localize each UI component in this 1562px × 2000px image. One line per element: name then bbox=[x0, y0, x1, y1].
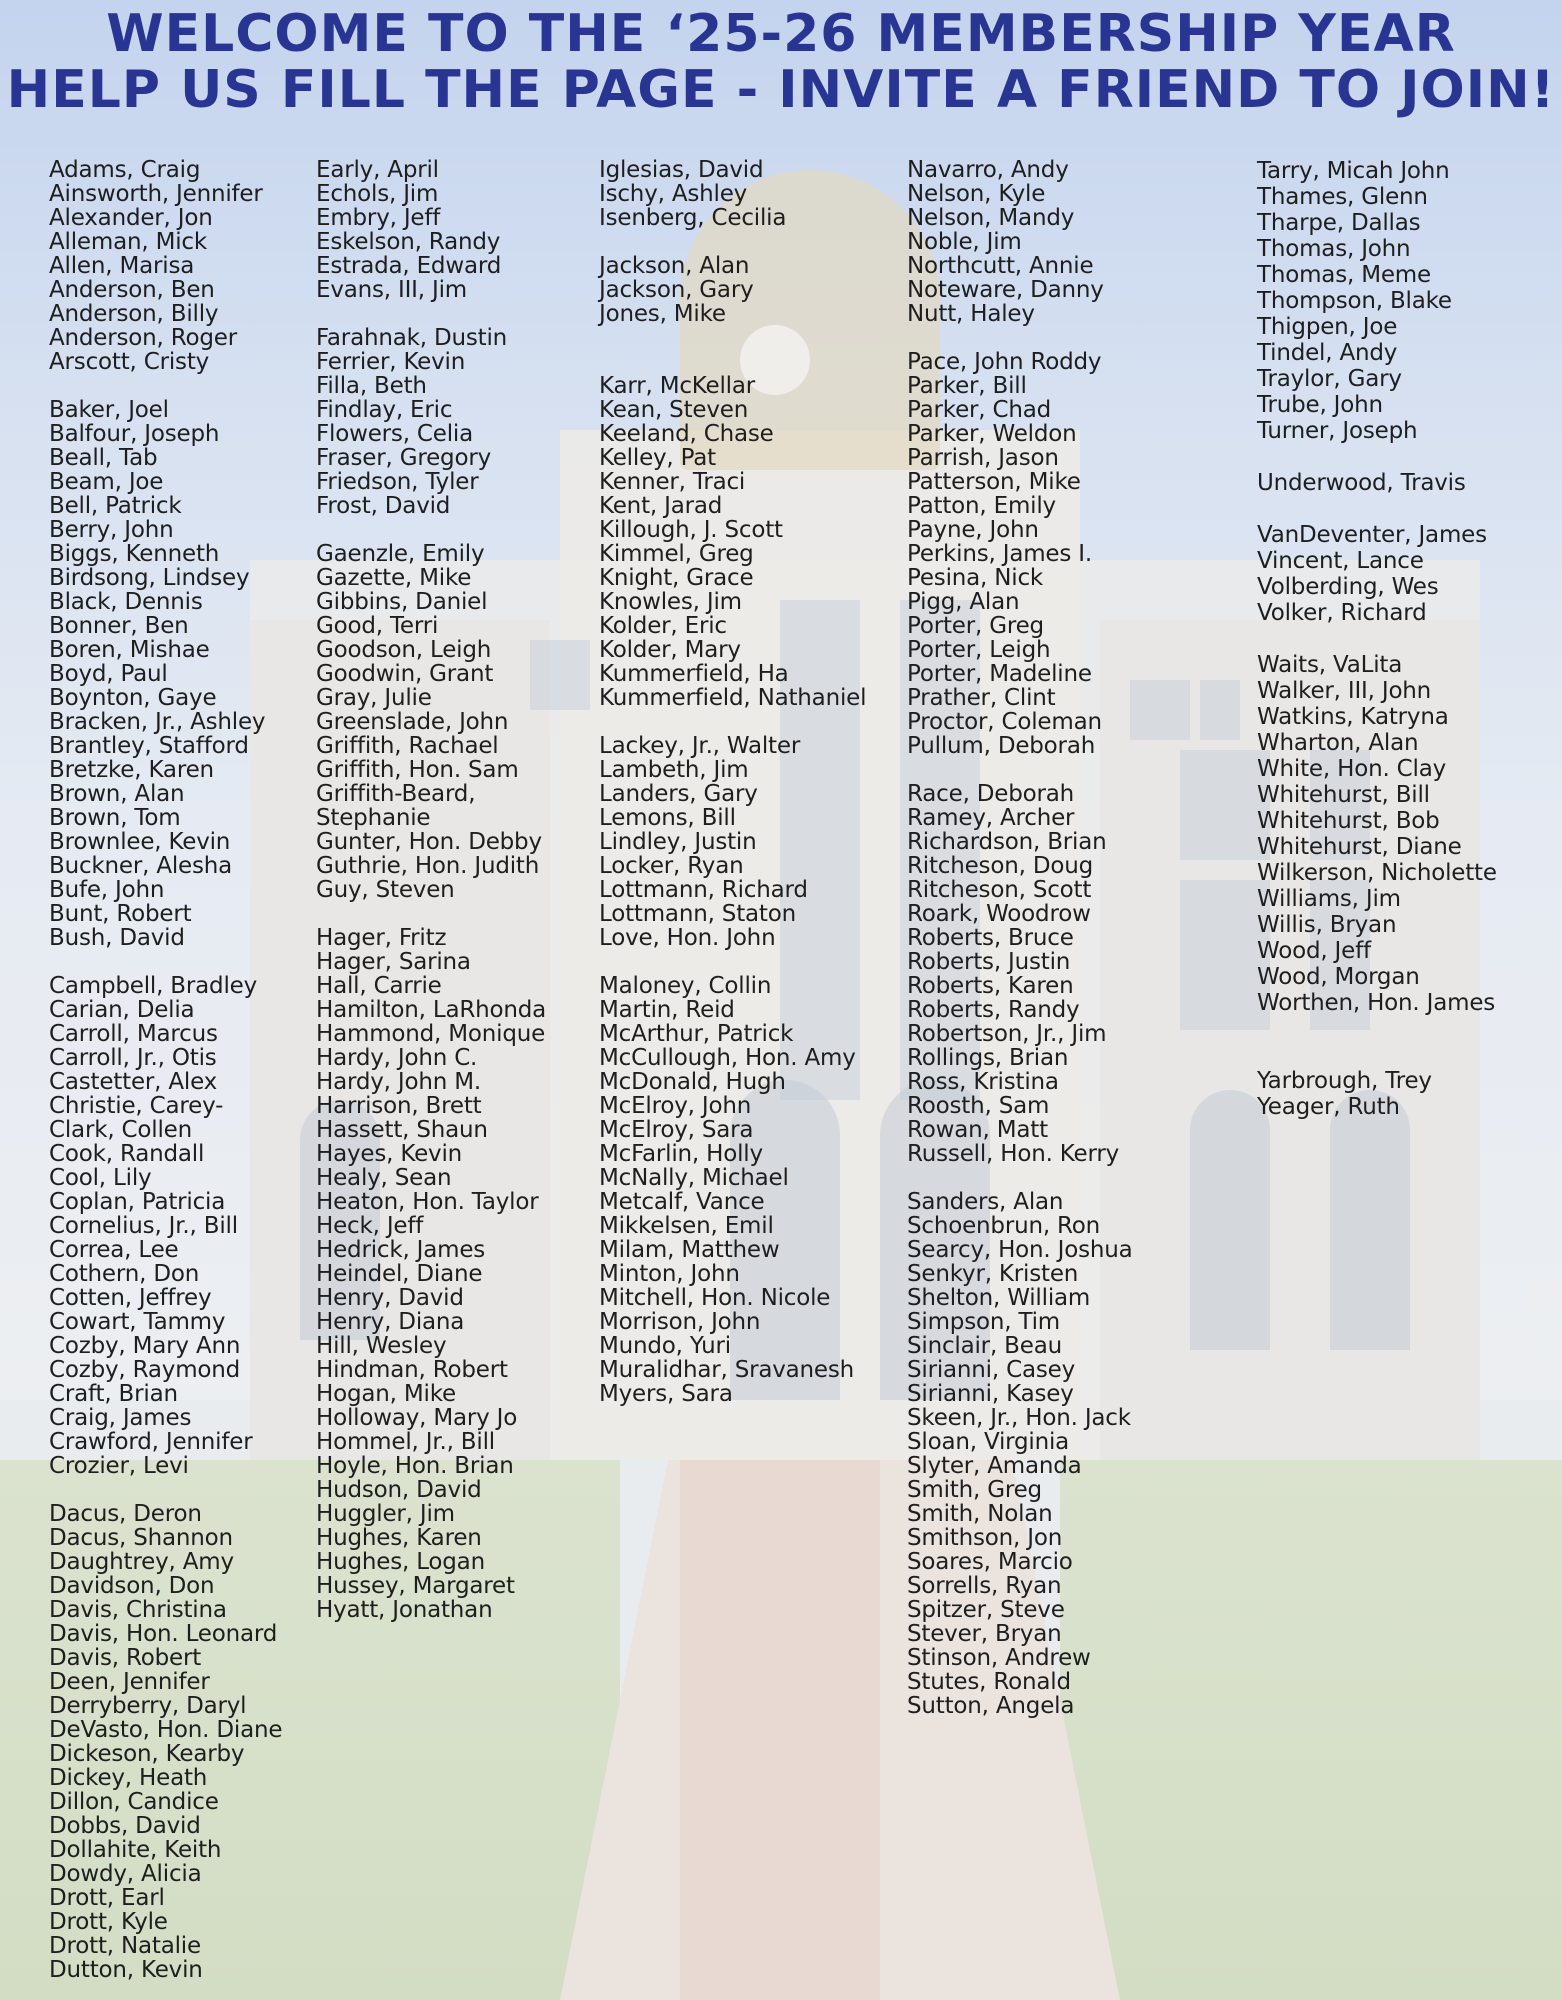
member-name: Iglesias, David bbox=[599, 157, 764, 183]
member-name: Brown, Tom bbox=[49, 805, 181, 831]
member-name: Parker, Weldon bbox=[907, 421, 1077, 447]
member-name: Richardson, Brian bbox=[907, 829, 1107, 855]
member-name: Minton, John bbox=[599, 1261, 740, 1287]
member-name: Heindel, Diane bbox=[316, 1261, 483, 1287]
member-name: Willis, Bryan bbox=[1257, 912, 1397, 938]
member-name: Hussey, Margaret bbox=[316, 1573, 515, 1599]
member-name: Bunt, Robert bbox=[49, 901, 192, 927]
member-name: Hager, Sarina bbox=[316, 949, 471, 975]
letter-group-gap bbox=[907, 326, 1133, 350]
member-name: Keeland, Chase bbox=[599, 421, 774, 447]
member-name: Roberts, Justin bbox=[907, 949, 1071, 975]
member-name: Brownlee, Kevin bbox=[49, 829, 231, 855]
member-name: Schoenbrun, Ron bbox=[907, 1213, 1101, 1239]
member-name: Holloway, Mary Jo bbox=[316, 1405, 518, 1431]
member-name: Mikkelsen, Emil bbox=[599, 1213, 774, 1239]
member-name: Crozier, Levi bbox=[49, 1453, 189, 1479]
member-name: Guthrie, Hon. Judith bbox=[316, 853, 540, 879]
member-name: Campbell, Bradley bbox=[49, 973, 257, 999]
member-name: Ritcheson, Scott bbox=[907, 877, 1092, 903]
member-name: Dobbs, David bbox=[49, 1813, 201, 1839]
member-name: Volker, Richard bbox=[1257, 600, 1427, 626]
member-name: Lambeth, Jim bbox=[599, 757, 749, 783]
member-name: Watkins, Katryna bbox=[1257, 704, 1449, 730]
member-name: Thompson, Blake bbox=[1257, 288, 1452, 314]
member-name: Dickey, Heath bbox=[49, 1765, 208, 1791]
member-name: Good, Terri bbox=[316, 613, 439, 639]
member-name: Hassett, Shaun bbox=[316, 1117, 488, 1143]
member-name: Hayes, Kevin bbox=[316, 1141, 463, 1167]
member-name: Roberts, Randy bbox=[907, 997, 1080, 1023]
member-name: Jackson, Gary bbox=[599, 277, 754, 303]
member-name: Healy, Sean bbox=[316, 1165, 452, 1191]
member-name: Hughes, Logan bbox=[316, 1549, 485, 1575]
member-name: Mundo, Yuri bbox=[599, 1333, 731, 1359]
member-name: Cool, Lily bbox=[49, 1165, 152, 1191]
member-name: Griffith-Beard, bbox=[316, 781, 476, 807]
member-name: Tharpe, Dallas bbox=[1257, 210, 1421, 236]
member-name: Smith, Greg bbox=[907, 1477, 1042, 1503]
member-name: Underwood, Travis bbox=[1257, 470, 1466, 496]
member-name: Noteware, Danny bbox=[907, 277, 1104, 303]
member-name: Goodwin, Grant bbox=[316, 661, 494, 687]
member-name: Kummerfield, Ha bbox=[599, 661, 789, 687]
member-name: Castetter, Alex bbox=[49, 1069, 218, 1095]
member-name: Correa, Lee bbox=[49, 1237, 179, 1263]
member-name: Ritcheson, Doug bbox=[907, 853, 1093, 879]
letter-group-gap bbox=[49, 950, 282, 974]
member-column-4 bbox=[907, 158, 1133, 1718]
member-name: Friedson, Tyler bbox=[316, 469, 479, 495]
letter-group-gap bbox=[1257, 1016, 1497, 1042]
member-name: Goodson, Leigh bbox=[316, 637, 492, 663]
member-name: Hardy, John M. bbox=[316, 1069, 481, 1095]
member-name: Kummerfield, Nathaniel bbox=[599, 685, 867, 711]
member-name: Roberts, Karen bbox=[907, 973, 1074, 999]
member-name: Hommel, Jr., Bill bbox=[316, 1429, 495, 1455]
member-name: Deen, Jennifer bbox=[49, 1669, 210, 1695]
member-name: McElroy, John bbox=[599, 1093, 752, 1119]
member-name: Cowart, Tammy bbox=[49, 1309, 226, 1335]
member-name: Ramey, Archer bbox=[907, 805, 1075, 831]
member-name: Bonner, Ben bbox=[49, 613, 189, 639]
member-name: Coplan, Patricia bbox=[49, 1189, 226, 1215]
member-name: Karr, McKellar bbox=[599, 373, 756, 399]
member-name: Pesina, Nick bbox=[907, 565, 1044, 591]
member-name: Findlay, Eric bbox=[316, 397, 453, 423]
member-name: Roberts, Bruce bbox=[907, 925, 1074, 951]
member-name: Mitchell, Hon. Nicole bbox=[599, 1285, 831, 1311]
member-name: Isenberg, Cecilia bbox=[599, 205, 787, 231]
member-name: Whitehurst, Bill bbox=[1257, 782, 1430, 808]
member-name: Lindley, Justin bbox=[599, 829, 757, 855]
letter-group-gap bbox=[1257, 626, 1497, 652]
member-name: Hogan, Mike bbox=[316, 1381, 456, 1407]
member-name: Beall, Tab bbox=[49, 445, 158, 471]
member-name: Rollings, Brian bbox=[907, 1045, 1069, 1071]
member-name: Kent, Jarad bbox=[599, 493, 723, 519]
member-name: Stutes, Ronald bbox=[907, 1669, 1071, 1695]
member-name: Payne, John bbox=[907, 517, 1039, 543]
letter-group-gap bbox=[316, 902, 546, 926]
member-name: Thames, Glenn bbox=[1257, 184, 1428, 210]
member-name: Yarbrough, Trey bbox=[1257, 1068, 1432, 1094]
member-name: Clark, Collen bbox=[49, 1117, 192, 1143]
member-name: Wilkerson, Nicholette bbox=[1257, 860, 1497, 886]
member-name: Derryberry, Daryl bbox=[49, 1693, 247, 1719]
member-name: Arscott, Cristy bbox=[49, 349, 210, 375]
letter-group-gap bbox=[599, 230, 866, 254]
member-name: Boren, Mishae bbox=[49, 637, 210, 663]
member-name: Stinson, Andrew bbox=[907, 1645, 1091, 1671]
member-name: Crawford, Jennifer bbox=[49, 1429, 253, 1455]
member-name: Knight, Grace bbox=[599, 565, 754, 591]
member-name: Nelson, Mandy bbox=[907, 205, 1075, 231]
member-name: Embry, Jeff bbox=[316, 205, 441, 231]
member-name: Daughtrey, Amy bbox=[49, 1549, 234, 1575]
member-name: Smith, Nolan bbox=[907, 1501, 1053, 1527]
member-name: Cozby, Raymond bbox=[49, 1357, 241, 1383]
letter-group-gap bbox=[49, 374, 282, 398]
letter-group-gap bbox=[1257, 1042, 1497, 1068]
member-name: Ross, Kristina bbox=[907, 1069, 1059, 1095]
member-name: VanDeventer, James bbox=[1257, 522, 1487, 548]
member-name: Echols, Jim bbox=[316, 181, 439, 207]
member-name: Sloan, Virginia bbox=[907, 1429, 1070, 1455]
member-name: Proctor, Coleman bbox=[907, 709, 1102, 735]
member-name: Gibbins, Daniel bbox=[316, 589, 488, 615]
member-name: Alleman, Mick bbox=[49, 229, 207, 255]
member-name: Brantley, Stafford bbox=[49, 733, 249, 759]
member-name: Senkyr, Kristen bbox=[907, 1261, 1079, 1287]
member-name: Race, Deborah bbox=[907, 781, 1075, 807]
member-name: Kean, Steven bbox=[599, 397, 749, 423]
member-name: Patton, Emily bbox=[907, 493, 1056, 519]
member-name: Gazette, Mike bbox=[316, 565, 472, 591]
member-name: Berry, John bbox=[49, 517, 174, 543]
member-name: Sutton, Angela bbox=[907, 1693, 1075, 1719]
member-name: Rowan, Matt bbox=[907, 1117, 1048, 1143]
member-name: Gunter, Hon. Debby bbox=[316, 829, 542, 855]
member-name: Birdsong, Lindsey bbox=[49, 565, 250, 591]
member-name: Fraser, Gregory bbox=[316, 445, 491, 471]
letter-group-gap bbox=[907, 758, 1133, 782]
member-name: Guy, Steven bbox=[316, 877, 455, 903]
member-name: Whitehurst, Bob bbox=[1257, 808, 1440, 834]
member-name: Brown, Alan bbox=[49, 781, 185, 807]
member-name: Alexander, Jon bbox=[49, 205, 213, 231]
member-name: Pigg, Alan bbox=[907, 589, 1020, 615]
member-name: Thigpen, Joe bbox=[1257, 314, 1398, 340]
member-name: Locker, Ryan bbox=[599, 853, 744, 879]
member-name: Davidson, Don bbox=[49, 1573, 215, 1599]
member-name: Russell, Hon. Kerry bbox=[907, 1141, 1120, 1167]
member-name: Adams, Craig bbox=[49, 157, 201, 183]
member-name: Knowles, Jim bbox=[599, 589, 742, 615]
member-name: Black, Dennis bbox=[49, 589, 203, 615]
member-name: Pullum, Deborah bbox=[907, 733, 1096, 759]
member-name: Anderson, Ben bbox=[49, 277, 215, 303]
member-name: Henry, David bbox=[316, 1285, 464, 1311]
member-name: Estrada, Edward bbox=[316, 253, 502, 279]
member-name: Metcalf, Vance bbox=[599, 1189, 765, 1215]
member-name: Sinclair, Beau bbox=[907, 1333, 1062, 1359]
member-name: Drott, Earl bbox=[49, 1885, 165, 1911]
member-name: Hedrick, James bbox=[316, 1237, 486, 1263]
letter-group-gap bbox=[316, 518, 546, 542]
member-name: Hammond, Monique bbox=[316, 1021, 546, 1047]
member-name: DeVasto, Hon. Diane bbox=[49, 1717, 283, 1743]
member-name: Lottmann, Richard bbox=[599, 877, 808, 903]
member-name: Hindman, Robert bbox=[316, 1357, 508, 1383]
member-name: Walker, III, John bbox=[1257, 678, 1432, 704]
member-name: Slyter, Amanda bbox=[907, 1453, 1082, 1479]
member-name: Roosth, Sam bbox=[907, 1093, 1050, 1119]
member-name: Anderson, Billy bbox=[49, 301, 219, 327]
member-name: Dollahite, Keith bbox=[49, 1837, 222, 1863]
member-name: Robertson, Jr., Jim bbox=[907, 1021, 1107, 1047]
member-name: Navarro, Andy bbox=[907, 157, 1069, 183]
member-name: Heaton, Hon. Taylor bbox=[316, 1189, 539, 1215]
member-name: Ainsworth, Jennifer bbox=[49, 181, 263, 207]
member-name: Frost, David bbox=[316, 493, 451, 519]
member-name: McCullough, Hon. Amy bbox=[599, 1045, 856, 1071]
member-name: Morrison, John bbox=[599, 1309, 761, 1335]
letter-group-gap bbox=[1257, 496, 1497, 522]
member-name: Bracken, Jr., Ashley bbox=[49, 709, 266, 735]
member-name: Nutt, Haley bbox=[907, 301, 1035, 327]
member-name: Baker, Joel bbox=[49, 397, 169, 423]
member-name: Kimmel, Greg bbox=[599, 541, 754, 567]
member-name: Davis, Hon. Leonard bbox=[49, 1621, 278, 1647]
member-name: Gaenzle, Emily bbox=[316, 541, 485, 567]
member-column-5 bbox=[1257, 158, 1497, 1120]
member-name: Perkins, James I. bbox=[907, 541, 1092, 567]
member-name: Kenner, Traci bbox=[599, 469, 746, 495]
member-name: Vincent, Lance bbox=[1257, 548, 1424, 574]
member-name: Whitehurst, Diane bbox=[1257, 834, 1462, 860]
member-name: Hall, Carrie bbox=[316, 973, 442, 999]
member-name: Early, April bbox=[316, 157, 439, 183]
member-name: Sorrells, Ryan bbox=[907, 1573, 1062, 1599]
member-name: Hill, Wesley bbox=[316, 1333, 447, 1359]
member-name: Thomas, John bbox=[1257, 236, 1411, 262]
member-name: Dickeson, Kearby bbox=[49, 1741, 245, 1767]
member-name: Carroll, Marcus bbox=[49, 1021, 218, 1047]
member-name: Jones, Mike bbox=[599, 301, 726, 327]
member-name: Huggler, Jim bbox=[316, 1501, 455, 1527]
member-name: Kelley, Pat bbox=[599, 445, 717, 471]
member-name: Cornelius, Jr., Bill bbox=[49, 1213, 238, 1239]
member-name: Stever, Bryan bbox=[907, 1621, 1062, 1647]
member-name: Hudson, David bbox=[316, 1477, 482, 1503]
member-name: Traylor, Gary bbox=[1257, 366, 1402, 392]
letter-group-gap bbox=[599, 710, 866, 734]
member-name: Kolder, Mary bbox=[599, 637, 741, 663]
member-name: Hardy, John C. bbox=[316, 1045, 478, 1071]
member-name: Soares, Marcio bbox=[907, 1549, 1073, 1575]
member-name: Craft, Brian bbox=[49, 1381, 178, 1407]
member-name: Cotten, Jeffrey bbox=[49, 1285, 212, 1311]
member-name: Hoyle, Hon. Brian bbox=[316, 1453, 514, 1479]
member-name: McFarlin, Holly bbox=[599, 1141, 763, 1167]
member-name: Griffith, Rachael bbox=[316, 733, 499, 759]
member-name: Bufe, John bbox=[49, 877, 165, 903]
member-name: Killough, J. Scott bbox=[599, 517, 783, 543]
member-name: Volberding, Wes bbox=[1257, 574, 1439, 600]
member-name: Prather, Clint bbox=[907, 685, 1056, 711]
member-name: Sirianni, Kasey bbox=[907, 1381, 1074, 1407]
member-name: Heck, Jeff bbox=[316, 1213, 424, 1239]
member-name: Cothern, Don bbox=[49, 1261, 200, 1287]
member-name: Davis, Robert bbox=[49, 1645, 202, 1671]
member-name: Waits, VaLita bbox=[1257, 652, 1403, 678]
member-name: Sanders, Alan bbox=[907, 1189, 1064, 1215]
member-name: Tarry, Micah John bbox=[1257, 158, 1450, 184]
letter-group-gap bbox=[599, 326, 866, 350]
member-name: Anderson, Roger bbox=[49, 325, 237, 351]
letter-group-gap bbox=[907, 1166, 1133, 1190]
member-name: Porter, Madeline bbox=[907, 661, 1092, 687]
member-name: Dowdy, Alicia bbox=[49, 1861, 202, 1887]
member-name: Hyatt, Jonathan bbox=[316, 1597, 493, 1623]
member-name: Williams, Jim bbox=[1257, 886, 1401, 912]
member-name: Parrish, Jason bbox=[907, 445, 1059, 471]
member-name: Searcy, Hon. Joshua bbox=[907, 1237, 1133, 1263]
member-name: Muralidhar, Sravanesh bbox=[599, 1357, 855, 1383]
member-name: Buckner, Alesha bbox=[49, 853, 233, 879]
member-name: Dutton, Kevin bbox=[49, 1957, 203, 1983]
member-name: McArthur, Patrick bbox=[599, 1021, 794, 1047]
member-name: Cozby, Mary Ann bbox=[49, 1333, 241, 1359]
member-name: Carroll, Jr., Otis bbox=[49, 1045, 217, 1071]
member-name: Landers, Gary bbox=[599, 781, 758, 807]
member-name: Parker, Bill bbox=[907, 373, 1027, 399]
member-name: Porter, Leigh bbox=[907, 637, 1051, 663]
member-name: Christie, Carey- bbox=[49, 1093, 224, 1119]
member-name: Gray, Julie bbox=[316, 685, 432, 711]
member-name: Stephanie bbox=[316, 805, 431, 831]
member-name: Lottmann, Staton bbox=[599, 901, 796, 927]
member-name: Pace, John Roddy bbox=[907, 349, 1102, 375]
member-name: Tindel, Andy bbox=[1257, 340, 1398, 366]
member-name: Filla, Beth bbox=[316, 373, 427, 399]
member-name: Jackson, Alan bbox=[599, 253, 750, 279]
member-name: Trube, John bbox=[1257, 392, 1383, 418]
member-name: Martin, Reid bbox=[599, 997, 735, 1023]
member-name: Craig, James bbox=[49, 1405, 192, 1431]
member-name: Parker, Chad bbox=[907, 397, 1052, 423]
member-name: Evans, III, Jim bbox=[316, 277, 467, 303]
member-name: Hager, Fritz bbox=[316, 925, 447, 951]
member-name: Porter, Greg bbox=[907, 613, 1044, 639]
member-name: Carian, Delia bbox=[49, 997, 195, 1023]
letter-group-gap bbox=[316, 302, 546, 326]
member-name: Yeager, Ruth bbox=[1257, 1094, 1400, 1120]
member-name: Turner, Joseph bbox=[1257, 418, 1418, 444]
member-name: Milam, Matthew bbox=[599, 1237, 780, 1263]
member-name: Davis, Christina bbox=[49, 1597, 227, 1623]
member-name: Henry, Diana bbox=[316, 1309, 465, 1335]
member-name: Skeen, Jr., Hon. Jack bbox=[907, 1405, 1131, 1431]
member-name: Ferrier, Kevin bbox=[316, 349, 466, 375]
member-name: Northcutt, Annie bbox=[907, 253, 1094, 279]
member-name: Simpson, Tim bbox=[907, 1309, 1060, 1335]
member-column-3 bbox=[599, 158, 866, 1406]
member-name: Hamilton, LaRhonda bbox=[316, 997, 547, 1023]
member-name: Harrison, Brett bbox=[316, 1093, 482, 1119]
member-name: Shelton, William bbox=[907, 1285, 1091, 1311]
member-name: Greenslade, John bbox=[316, 709, 509, 735]
member-name: Bretzke, Karen bbox=[49, 757, 214, 783]
member-name: Ischy, Ashley bbox=[599, 181, 748, 207]
member-name: Allen, Marisa bbox=[49, 253, 195, 279]
member-name: Dillon, Candice bbox=[49, 1789, 219, 1815]
member-name: Cook, Randall bbox=[49, 1141, 205, 1167]
title-line-1: WELCOME TO THE ‘25-26 MEMBERSHIP YEAR bbox=[106, 4, 1456, 64]
member-column-2 bbox=[316, 158, 546, 1622]
member-name: McElroy, Sara bbox=[599, 1117, 754, 1143]
member-name: Smithson, Jon bbox=[907, 1525, 1063, 1551]
member-name: Wood, Jeff bbox=[1257, 938, 1371, 964]
member-name: Sirianni, Casey bbox=[907, 1357, 1075, 1383]
member-name: Drott, Kyle bbox=[49, 1909, 168, 1935]
member-name: Dacus, Shannon bbox=[49, 1525, 233, 1551]
member-name: Boynton, Gaye bbox=[49, 685, 217, 711]
member-name: Myers, Sara bbox=[599, 1381, 733, 1407]
member-name: Boyd, Paul bbox=[49, 661, 168, 687]
member-name: Worthen, Hon. James bbox=[1257, 990, 1496, 1016]
member-name: Hughes, Karen bbox=[316, 1525, 482, 1551]
member-name: McDonald, Hugh bbox=[599, 1069, 786, 1095]
page-header bbox=[0, 0, 1562, 118]
member-name: Flowers, Celia bbox=[316, 421, 473, 447]
member-name: Maloney, Collin bbox=[599, 973, 772, 999]
member-name: Dacus, Deron bbox=[49, 1501, 202, 1527]
member-name: Balfour, Joseph bbox=[49, 421, 220, 447]
member-name: Spitzer, Steve bbox=[907, 1597, 1065, 1623]
letter-group-gap bbox=[599, 950, 866, 974]
letter-group-gap bbox=[1257, 444, 1497, 470]
member-name: Eskelson, Randy bbox=[316, 229, 501, 255]
member-name: Beam, Joe bbox=[49, 469, 164, 495]
member-name: Lemons, Bill bbox=[599, 805, 736, 831]
member-name: Bell, Patrick bbox=[49, 493, 182, 519]
member-name: Farahnak, Dustin bbox=[316, 325, 508, 351]
member-name: Griffith, Hon. Sam bbox=[316, 757, 519, 783]
member-name: Lackey, Jr., Walter bbox=[599, 733, 801, 759]
member-name: McNally, Michael bbox=[599, 1165, 789, 1191]
member-column-1 bbox=[49, 158, 282, 1982]
letter-group-gap bbox=[599, 350, 866, 374]
member-name: Bush, David bbox=[49, 925, 185, 951]
member-name: Kolder, Eric bbox=[599, 613, 727, 639]
letter-group-gap bbox=[49, 1478, 282, 1502]
member-name: Patterson, Mike bbox=[907, 469, 1081, 495]
member-name: Thomas, Meme bbox=[1257, 262, 1431, 288]
member-name: Biggs, Kenneth bbox=[49, 541, 220, 567]
member-name: Love, Hon. John bbox=[599, 925, 776, 951]
member-name: Nelson, Kyle bbox=[907, 181, 1046, 207]
member-name: Drott, Natalie bbox=[49, 1933, 201, 1959]
member-name: Wharton, Alan bbox=[1257, 730, 1419, 756]
title-line-2: HELP US FILL THE PAGE - INVITE A FRIEND TO JOIN! bbox=[6, 60, 1556, 120]
member-name: Noble, Jim bbox=[907, 229, 1022, 255]
member-name: Wood, Morgan bbox=[1257, 964, 1420, 990]
member-name: Roark, Woodrow bbox=[907, 901, 1091, 927]
member-name: White, Hon. Clay bbox=[1257, 756, 1447, 782]
